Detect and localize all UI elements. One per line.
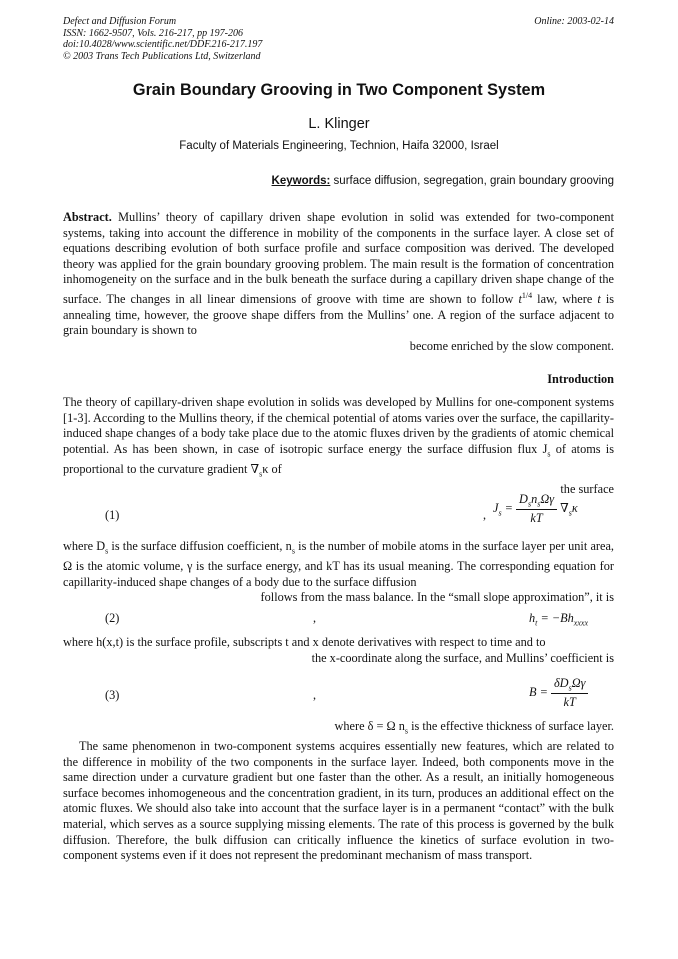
intro-p1-sub: s	[547, 449, 551, 459]
keywords-line	[272, 175, 614, 187]
equation-2	[63, 611, 614, 631]
abstract-t-base: t	[518, 292, 522, 307]
abstract-text-c: is annealing time, however, the groove shape differs from the Mullins’ one. A region of the surface adjacent to grain boundary is shown to	[63, 292, 615, 338]
intro-p2-last-line: follows from the mass balance. In the “small slope approximation”, it is	[260, 590, 614, 605]
intro-paragraph-1	[63, 395, 614, 497]
equation-3	[63, 676, 614, 716]
intro-p2-text-b: is the surface diffusion coefficient, n	[111, 539, 292, 553]
paper-author: L. Klinger	[308, 116, 370, 132]
paper-title: Grain Boundary Grooving in Two Component System	[132, 81, 546, 99]
abstract-last-line: become enriched by the slow component.	[409, 338, 614, 353]
equation-1-formula: $J_s$ = $\frac{D_sn_s\Omega\gamma}{kT}$ $\nabla_s\kappa$	[493, 492, 578, 526]
intro-p1-text: The theory of capillary-driven shape evolution in solids was developed by Mullins for one-component systems [1-3]. According to the Mullins theory, if the chemical potential of atoms varies over the surface, the capillarity-induced shape changes of a body take place due to the atomic fluxes driven by the gradients of atomic chemical potential. As has been shown, in case of isotropic surface energy the surface diffusion flux J	[63, 395, 615, 456]
abstract-text-b: law, where	[537, 292, 593, 307]
intro-p3-last-line: the x-coordinate along the surface, and Mullins’ coefficient is	[311, 650, 614, 665]
intro-p1-last-line: the surface	[560, 481, 614, 496]
equation-1-number: (1)	[105, 508, 120, 522]
keywords-text: surface diffusion, segregation, grain boundary grooving	[333, 175, 614, 187]
author-affiliation: Faculty of Materials Engineering, Technion, Haifa 32000, Israel	[179, 140, 499, 152]
intro-p2-text-c: is the number of mobile atoms in the surface layer per unit area, Ω is the atomic volume, γ is the surface energy, and kT has its usual meaning. The corresponding equation for capillarity-induced shape changes of a body due to the surface diffusion	[63, 539, 614, 589]
abstract-exponent: 1/4	[521, 290, 533, 300]
section-heading-introduction: Introduction	[547, 372, 614, 386]
equation-3-comma: ,	[313, 688, 317, 702]
journal-name: Defect and Diffusion Forum	[63, 16, 177, 27]
keywords-label: Keywords:	[271, 175, 331, 187]
abstract-paragraph	[63, 210, 614, 354]
equation-2-formula: $h_t = -Bh_{xxxx}$	[529, 611, 588, 628]
intro-paragraph-4	[63, 719, 614, 864]
equation-2-number: (2)	[105, 611, 120, 625]
abstract-text-a: Mullins’ theory of capillary driven shape evolution in solid was extended for two-component systems, taking into account the difference in mobility of the components in the surface layer. A close set of equations describing evolution of both surface profile and surface composition was derived. The developed theory was applied for the grain boundary grooving problem. The main result is the formation of concentration inhomogeneity on the surface and in the bulk beneath the surface during a capillary driven shape change of the surface. The changes in all linear dimensions of groove with time are shown to follow	[63, 210, 614, 307]
intro-p5-text: The same phenomenon in two-component systems acquires essentially new features, which are related to the difference in mobility of the two components in the surface layer. Indeed, both components move in the same direction under a curvature gradient but one faster than the other. As a result, an initially homogeneous surface becomes inhomogeneous and the concentration gradient, in its turn, produces an additional effect on the atomic fluxes. We should also take into account that the surface layer is in a permanent “contact” with the bulk material, which serves as a source supplying missing elements. The rate of this process is governed by the bulk diffusion. Therefore, the bulk diffusion can critically influence the kinetics of surface evolution in two-component systems even if it does not represent the predominant mechanism of mass transport.	[63, 739, 614, 863]
equation-3-formula: B = $\frac{\delta D_s\Omega\gamma}{kT}$	[529, 676, 588, 710]
copyright-line: © 2003 Trans Tech Publications Ltd, Switzerland	[63, 50, 261, 62]
equation-3-number: (3)	[105, 688, 120, 702]
online-date: Online: 2003-02-14	[534, 16, 614, 27]
intro-p1-text-b: of atoms is proportional to the curvature gradient ∇	[63, 441, 614, 476]
equation-1-comma: ,	[483, 508, 487, 522]
journal-header	[63, 16, 614, 62]
intro-p1-b-sub: s	[259, 469, 263, 479]
equation-2-comma: ,	[313, 611, 317, 625]
intro-paragraph-3	[63, 635, 614, 666]
intro-p3-text: where h(x,t) is the surface profile, subscripts t and x denote derivatives with respect to time and to	[63, 635, 546, 649]
issn-line: ISSN: 1662-9507, Vols. 216-217, pp 197-206	[63, 27, 243, 39]
doi-line: doi:10.4028/www.scientific.net/DDF.216-217.197	[63, 39, 263, 50]
equation-1	[63, 492, 614, 532]
intro-p1-text-c: κ of	[262, 461, 282, 476]
intro-p4-first-line: where δ = Ω $n_s$ is the effective thickness of surface layer.	[334, 719, 614, 736]
abstract-label: Abstract.	[63, 210, 112, 224]
intro-paragraph-2: where $D_s$ is the surface diffusion coefficient, $n_s$ is the number of mobile atoms in the surface layer per unit area, Ω is the atomic volume, γ is the surface energy, and kT has its usual meaning. The corresponding equation for capillarity-induced shape changes of a body due to the surface diffusion follows from the mass balance. In the “small slope approximation”, it is	[63, 539, 614, 605]
intro-p2-text-a: where D	[63, 539, 106, 553]
abstract-t-var: t	[597, 292, 601, 307]
